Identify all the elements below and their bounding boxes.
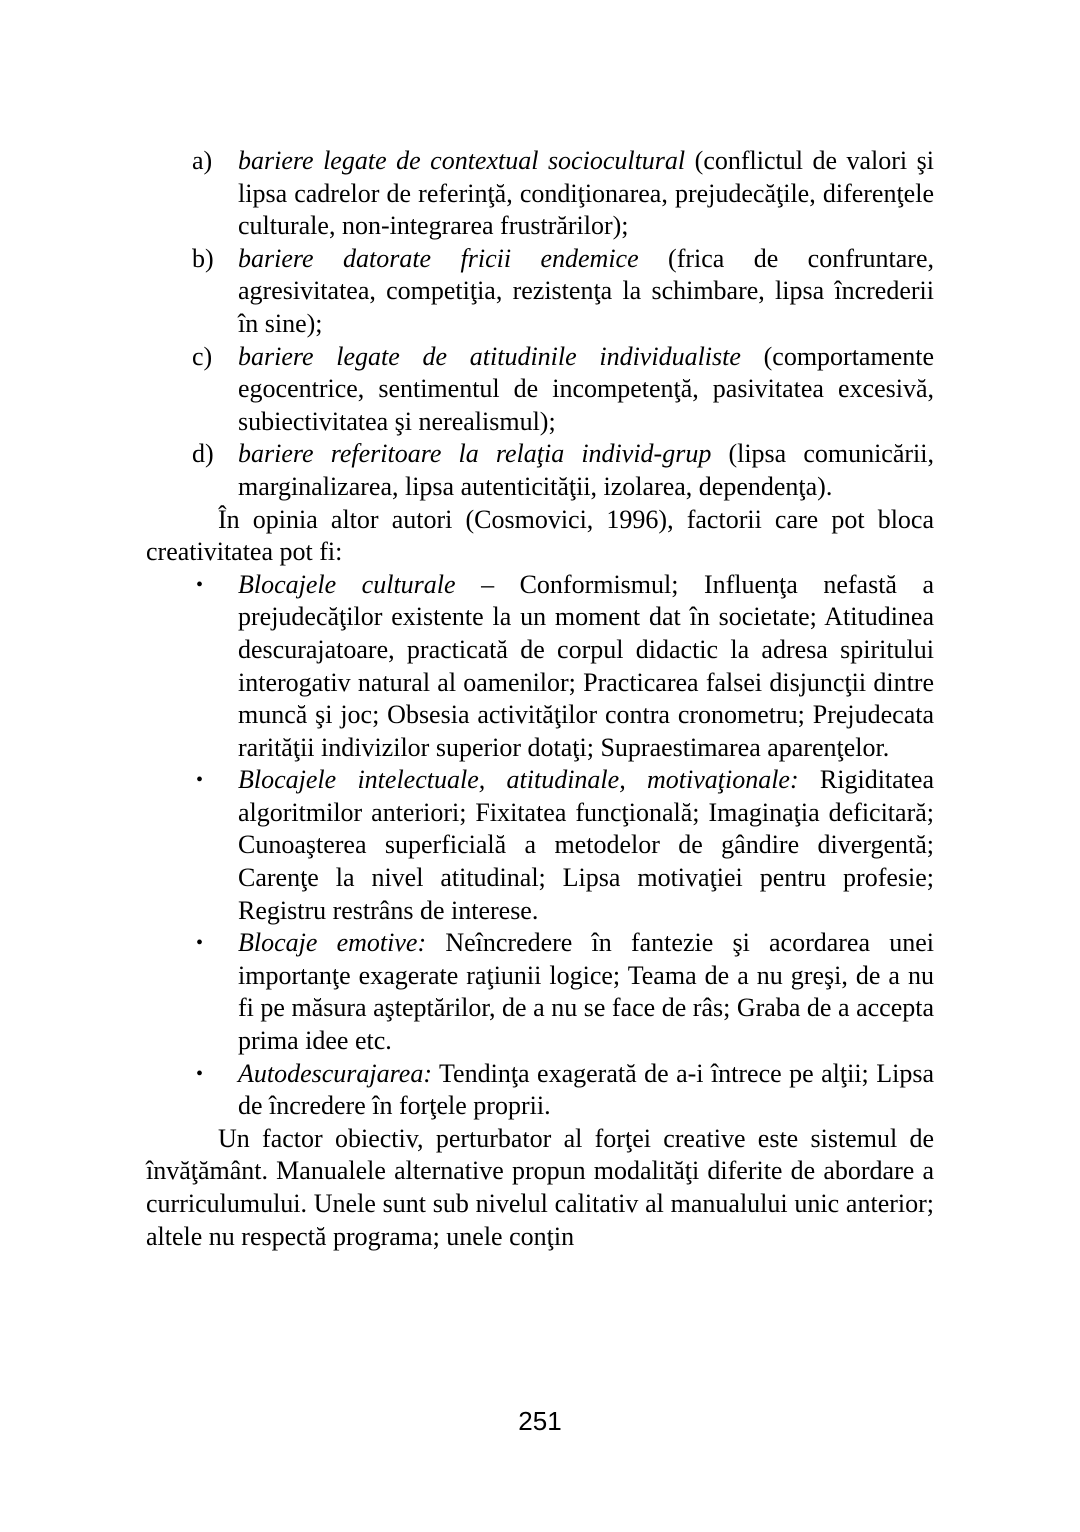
- bullet-list: [146, 569, 934, 1123]
- intro-paragraph: În opinia altor autori (Cosmovici, 1996), factorii care pot bloca creativitatea pot fi:: [146, 504, 934, 567]
- bullet-item: [146, 1058, 934, 1123]
- bullet-item: [146, 764, 934, 927]
- bullet-item-emphasis: Blocajele intelectuale, atitudinale, motivaţionale:: [238, 765, 799, 795]
- bullet-item: [146, 927, 934, 1057]
- bullet-item-text: Rigiditatea algoritmilor anteriori; Fixitatea funcţională; Imaginaţia deficitară; Cunoaşterea superficială a metodelor de gândire divergentă; Carenţe la nivel atitudinal; Lipsa motivaţiei pentru profesie; Registru restrâns de interese.: [238, 765, 934, 925]
- bullet-icon: •: [196, 932, 204, 955]
- bullet-item-emphasis: Blocaje emotive:: [238, 928, 427, 958]
- lettered-list: [146, 145, 934, 504]
- list-item-emphasis: bariere legate de contextual sociocultural: [238, 146, 686, 175]
- bullet-icon: •: [196, 769, 204, 792]
- list-marker: d): [192, 439, 214, 469]
- bullet-icon: •: [196, 1062, 204, 1085]
- bullet-item-text: Tendinţa exagerată de a-i întrece pe alţii; Lipsa de încredere în forţele proprii.: [238, 1058, 934, 1121]
- bullet-item-emphasis: Blocajele culturale: [238, 569, 456, 599]
- page-number: 251: [518, 1406, 562, 1436]
- bullet-icon: •: [196, 573, 204, 596]
- list-item-emphasis: bariere datorate fricii endemice: [238, 243, 639, 273]
- list-item-text: (frica de confruntare, agresivitatea, competiţia, rezistenţa la schimbare, lipsa încrederii în sine);: [238, 243, 934, 338]
- list-item-emphasis: bariere legate de atitudinile individualiste: [238, 341, 741, 371]
- list-item: [146, 243, 934, 341]
- list-item-text: (comportamente egocentrice, sentimentul de incompetenţă, pasivitatea excesivă, subiectivitatea şi nerealismul);: [238, 341, 934, 436]
- page-body: [146, 145, 934, 1253]
- list-item: [146, 438, 934, 503]
- list-item: [146, 145, 934, 243]
- list-item-emphasis: bariere referitoare la relaţia individ-grup: [238, 439, 712, 469]
- list-item-text: (conflictul de valori şi lipsa cadrelor de referinţă, condiţionarea, prejudecăţile, diferenţele culturale, non-integrarea frustrărilor);: [238, 146, 934, 241]
- list-marker: a): [192, 146, 213, 175]
- list-item: [146, 341, 934, 439]
- bullet-item-text: – Conformismul; Influenţa nefastă a prejudecăţilor existente la un moment dat în societate; Atitudinea descurajatoare, practicată de corpul didactic la adresa spiritului interogativ natural al oamenilor; Practicarea falsei disjuncţii dintre muncă şi joc; Obsesia activităţilor contra cronometru; Prejudecata rarităţii indivizilor superior dotaţi; Supraestimarea aparenţelor.: [238, 569, 934, 762]
- list-item-text: (lipsa comunicării, marginalizarea, lipsa autenticităţii, izolarea, dependenţa).: [238, 439, 934, 501]
- bullet-item-emphasis: Autodescurajarea:: [238, 1058, 432, 1088]
- list-marker: c): [192, 341, 213, 371]
- closing-paragraph: Un factor obiectiv, perturbator al forţei creative este sistemul de învăţământ. Manualele alternative propun modalităţi diferite de abordare a curriculumului. Unele sunt sub nivelul calitativ al manualului unic anterior; altele nu respectă programa; unele conţin: [146, 1123, 934, 1251]
- bullet-item-text: Neîncredere în fantezie şi acordarea unei importanţe exagerate raţiunii logice; Teama de a nu greşi, de a nu fi pe măsura aşteptărilor, de a nu se face de râs; Graba de a accepta prima idee etc.: [238, 928, 934, 1056]
- bullet-item: [146, 569, 934, 765]
- list-marker: b): [192, 243, 214, 273]
